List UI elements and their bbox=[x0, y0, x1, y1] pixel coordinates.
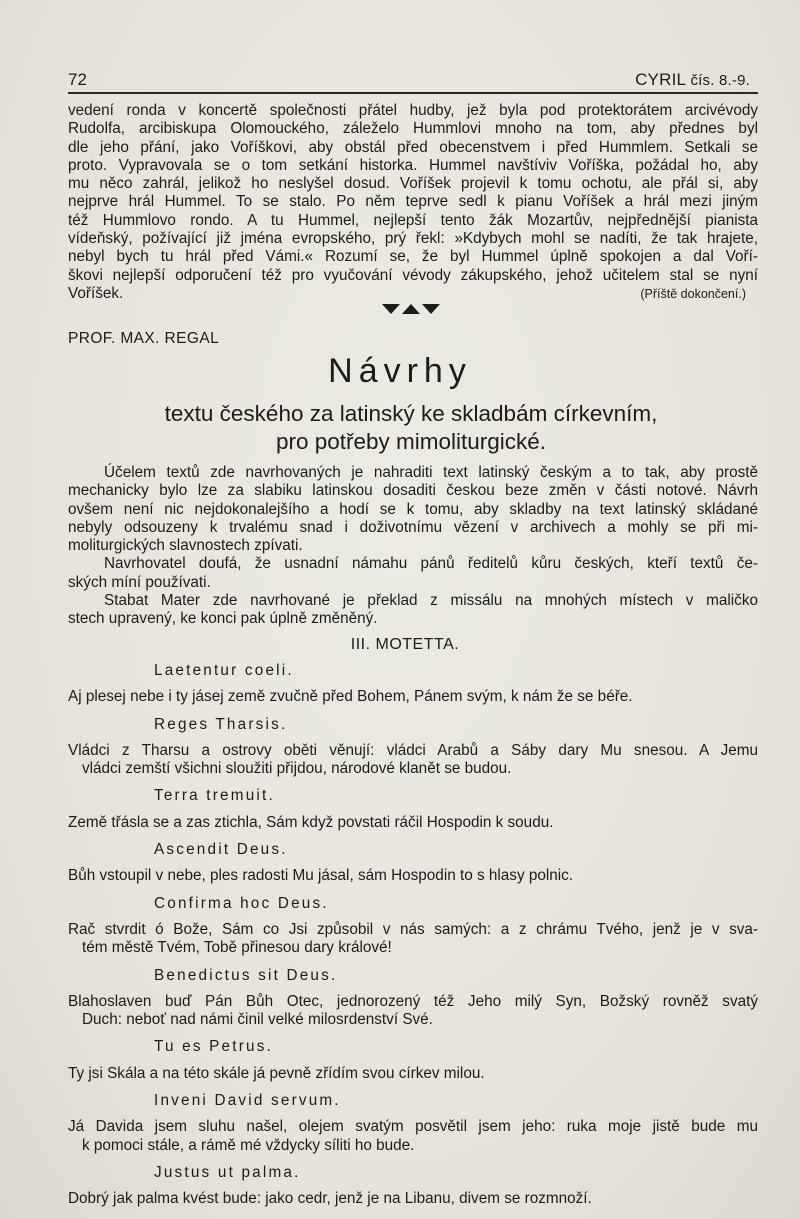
text-line: stech upravený, ke konci pak úplně změněný. bbox=[68, 610, 378, 628]
text-line: Stabat Mater zde navrhované je překlad z missálu na mnohých místech v maličko bbox=[104, 592, 758, 610]
page-number: 72 bbox=[68, 70, 87, 89]
text-line: Dobrý jak palma kvést bude: jako cedr, jenž je na Libanu, divem se rozmnoží. bbox=[68, 1190, 592, 1208]
text-line: nebyly odsouzeny k trvalému snad i doživotnímu vězení v archivech a mohly se při mi- bbox=[68, 518, 758, 536]
article-title: Návrhy bbox=[328, 352, 472, 390]
motet-latin-title: Tu es Petrus. bbox=[154, 1038, 273, 1056]
text-line: Já Davida jsem sluhu našel, olejem svatým posvětil jsem jeho: ruka moje jistě bude mu bbox=[68, 1118, 758, 1136]
motet-czech-text bbox=[68, 921, 758, 958]
text-line: též Hummlovo rondo. A tu Hummel, nejlepší tento žák Mozartův, nejpřednější pianista bbox=[68, 211, 758, 229]
article-author: PROF. MAX. REGAL bbox=[68, 330, 220, 347]
journal-name: CYRIL bbox=[635, 70, 686, 89]
motet-czech-text bbox=[68, 867, 758, 885]
running-title bbox=[635, 70, 750, 90]
text-line: Rač stvrdit ó Bože, Sám co Jsi způsobil v nás samých: a z chrámu Tvého, jenž je v sva- bbox=[68, 920, 758, 938]
text-line: ských míní používati. bbox=[68, 573, 211, 591]
motet-latin-title: Terra tremuit. bbox=[154, 787, 275, 805]
motet-entry bbox=[68, 787, 758, 832]
motet-czech-text bbox=[68, 993, 758, 1030]
motet-latin-title: Inveni David servum. bbox=[154, 1092, 341, 1110]
motet-czech-text bbox=[68, 742, 758, 779]
motet-entry bbox=[68, 967, 758, 1030]
article-intro bbox=[68, 464, 758, 629]
motet-czech-text bbox=[68, 1065, 758, 1083]
text-line: vídeňský, požívající již jména evropského, prý řekl: »Kdybych mohl se nadíti, že tak hrajete, bbox=[68, 230, 758, 248]
motet-latin-title: Justus ut palma. bbox=[154, 1163, 301, 1181]
motet-czech-text bbox=[68, 814, 758, 832]
text-line: vládci zemští všichni sloužiti přijdou, národové klanět se budou. bbox=[82, 760, 512, 778]
text-line: Vládci z Tharsu a ostrovy oběti věnují: vládci Arabů a Sáby dary Mu snesou. A Jemu bbox=[68, 741, 758, 759]
text-line: vedení ronda v koncertě společnosti přátel hudby, jež byla pod protektorátem arcivévody bbox=[68, 102, 758, 119]
motet-czech-text bbox=[68, 1118, 758, 1155]
motet-czech-text bbox=[68, 688, 758, 706]
triangle-ornament-icon bbox=[380, 302, 442, 316]
text-line: Blahoslaven buď Pán Bůh Otec, jednorozený též Jeho milý Syn, Božský rovněž svatý bbox=[68, 992, 758, 1010]
text-line: Voříšek. bbox=[68, 284, 124, 302]
motet-entry bbox=[68, 1164, 758, 1209]
text-line: nejprve hrál Hummel. To se stalo. Po něm teprve sedl k pianu Voříšek a hrál mezi jiným bbox=[68, 193, 758, 211]
motet-entry bbox=[68, 1038, 758, 1083]
text-line: Duch: neboť nad námi činil velké milosrdenství Své. bbox=[82, 1011, 433, 1029]
motet-latin-title: Reges Tharsis. bbox=[154, 715, 288, 733]
article-subtitle bbox=[0, 400, 800, 456]
text-line: Ty jsi Skála a na této skále já pevně zřídím svou církev milou. bbox=[68, 1064, 485, 1082]
text-line: ovšem není nic nejdokonalejšího a hodí se k tomu, aby skladby na text latinský skládané bbox=[68, 500, 758, 518]
text-line: k pomoci stále, a rámě mé vždycky síliti ho bude. bbox=[82, 1136, 415, 1154]
text-line: mu něco zahrál, jelikož ho neslyšel dosud. Voříšek projevil k tomu ochotu, ale přál si, aby bbox=[68, 175, 758, 193]
subtitle-line: textu českého za latinský ke skladbám církevním, bbox=[164, 401, 658, 426]
motet-entry bbox=[68, 895, 758, 958]
motet-entry bbox=[68, 662, 758, 707]
text-line: dle jeho přání, jako Voříškovi, aby obstál před obecenstvem i před Hummlem. Setkali se bbox=[68, 138, 758, 156]
text-line: Bůh vstoupil v nebe, ples radosti Mu jásal, sám Hospodin to s hlasy polnic. bbox=[68, 867, 574, 885]
text-line: Aj plesej nebe i ty jásej země zvučně před Bohem, Pánem svým, k nám že se béře. bbox=[68, 688, 633, 706]
text-line: proto. Vypravovala se o tom setkání historka. Hummel navštíviv Voříška, požádal ho, aby bbox=[68, 156, 758, 174]
motet-entry bbox=[68, 841, 758, 886]
closing-row bbox=[68, 285, 758, 303]
motet-latin-title: Confirma hoc Deus. bbox=[154, 894, 329, 912]
motet-latin-title: Laetentur coeli. bbox=[154, 662, 294, 679]
text-line: škovi nejlepší odporučení též pro vyučování vévody zákupského, jehož učitelem stal se nyní bbox=[68, 266, 758, 284]
text-line: Rudolfa, arcibiskupa Olomouckého, záleželo Hummlovi mnoho na tom, aby přednes byl bbox=[68, 120, 758, 138]
text-line: Navrhovatel doufá, že usnadní námahu pánů ředitelů kůru českých, kteří textů če- bbox=[104, 555, 758, 573]
previous-article-text bbox=[68, 102, 758, 303]
motet-entry bbox=[68, 1092, 758, 1155]
text-line: tém městě Tvém, Tobě přinesou dary králové! bbox=[82, 939, 392, 957]
motet-czech-text bbox=[68, 1190, 758, 1208]
issue-number: čís. 8.-9. bbox=[690, 72, 750, 89]
text-line: Účelem textů zde navrhovaných je nahraditi text latinský českým a to tak, aby prostě bbox=[104, 464, 758, 481]
motet-entry bbox=[68, 716, 758, 779]
header-rule bbox=[68, 92, 758, 94]
text-line: nebyl bych tu hrál před Vámi.« Rozumí se, že byl Hummel úplně spokojen a dal Voří- bbox=[68, 248, 758, 266]
motet-latin-title: Benedictus sit Deus. bbox=[154, 966, 338, 984]
running-header bbox=[68, 70, 758, 90]
text-line: mechanicky bylo lze za slabiku latinskou dosaditi českou beze změn v části notové. Návrh bbox=[68, 482, 758, 500]
text-line: moliturgických slavnostech zpívati. bbox=[68, 537, 303, 555]
motets-list bbox=[68, 662, 758, 1218]
motet-latin-title: Ascendit Deus. bbox=[154, 841, 288, 859]
section-heading: III. MOTETTA. bbox=[350, 636, 460, 653]
text-line: Země třásla se a zas ztichla, Sám když povstati ráčil Hospodin k soudu. bbox=[68, 813, 554, 831]
subtitle-line: pro potřeby mimoliturgické. bbox=[275, 429, 547, 454]
continuation-note: (Příště dokončení.) bbox=[640, 286, 746, 301]
